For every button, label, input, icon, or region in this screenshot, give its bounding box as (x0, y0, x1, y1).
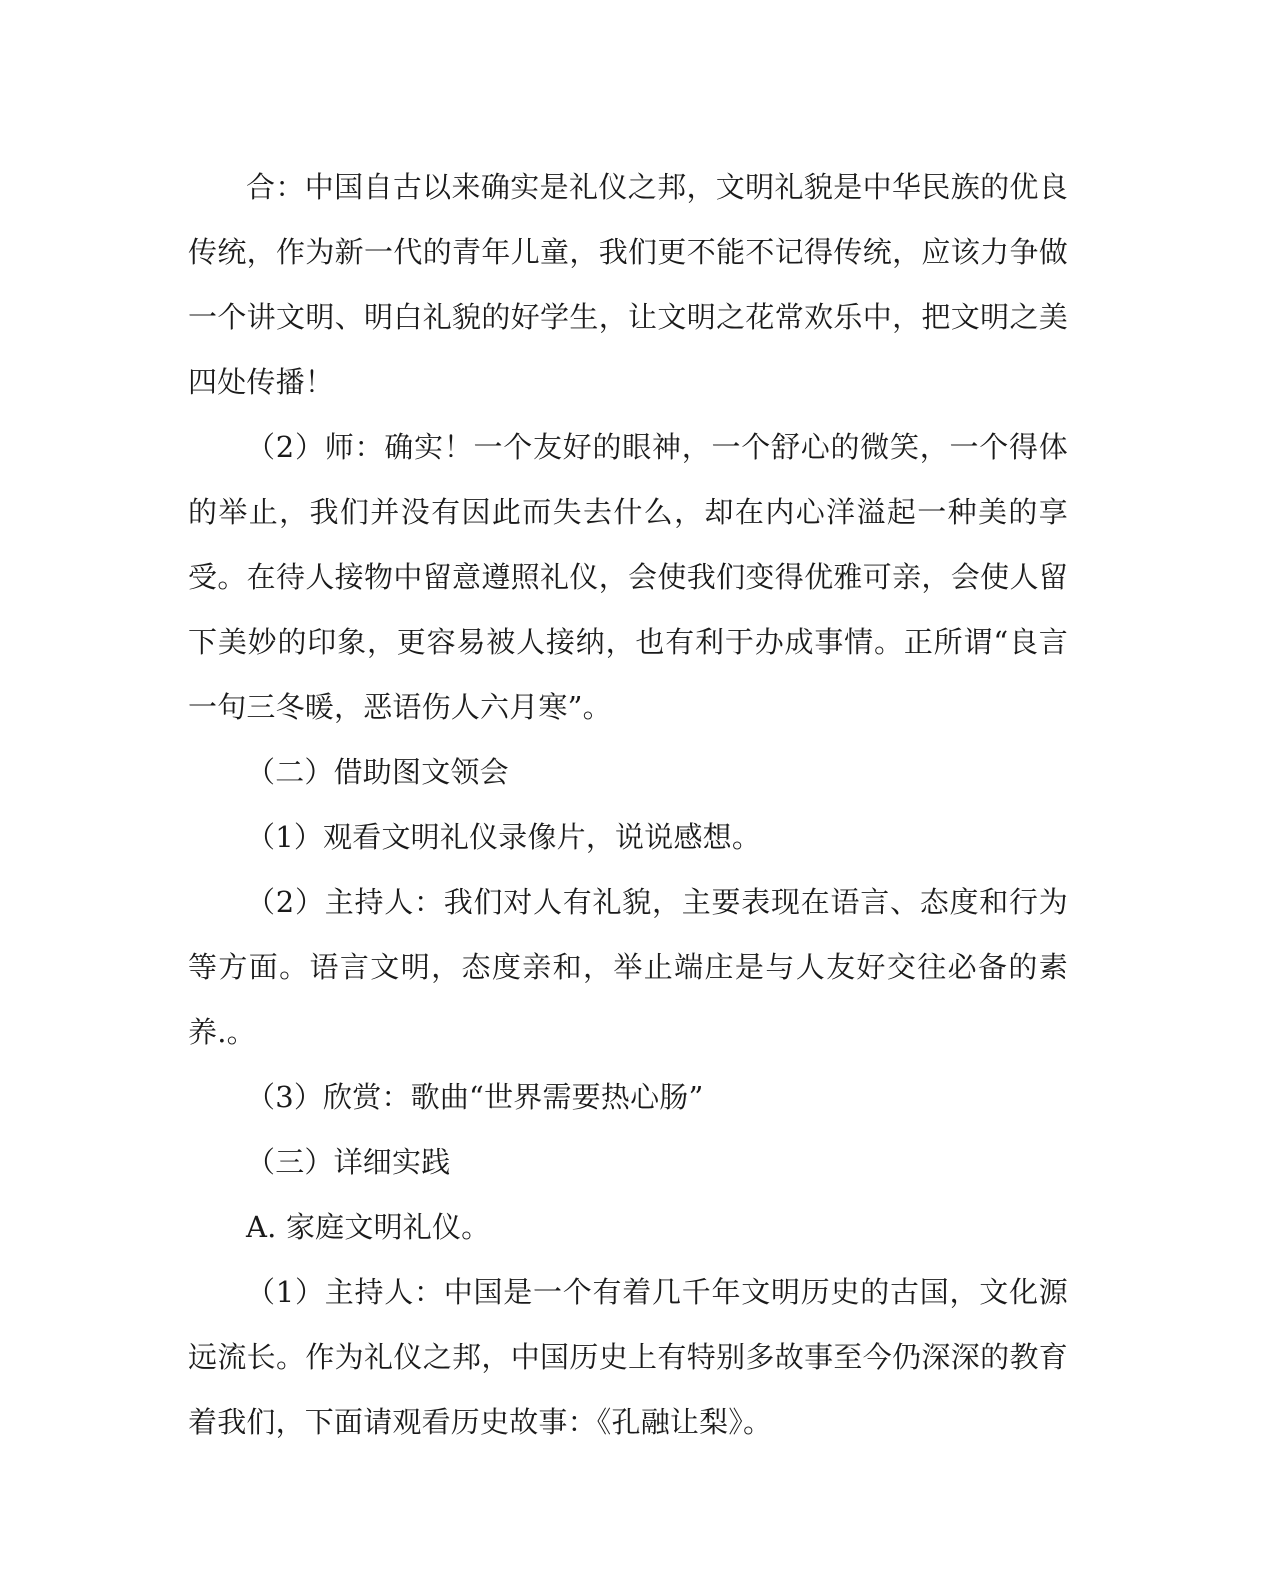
section-heading-three: （三）详细实践 (246, 1145, 451, 1179)
document-body (188, 155, 1068, 1455)
paragraph-host-history: （1）主持人：中国是一个有着几千年文明历史的古国，文化源远流长。作为礼仪之邦，中国历史上有特别多故事至今仍深深的教育着我们，下面请观看历史故事：《孔融让梨》。 (188, 1275, 1068, 1439)
paragraph-watch-video: （1）观看文明礼仪录像片，说说感想。 (246, 820, 762, 854)
paragraph-teacher-remark: （2）师：确实！一个友好的眼神，一个舒心的微笑，一个得体的举止，我们并没有因此而失去什么，却在内心洋溢起一种美的享受。在待人接物中留意遵照礼仪，会使我们变得优雅可亲，会使人留下美妙的印象，更容易被人接纳，也有利于办成事情。正所谓“良言一句三冬暖，恶语伤人六月寒”。 (188, 430, 1068, 724)
paragraph-song: （3）欣赏：歌曲“世界需要热心肠” (246, 1080, 704, 1114)
subsection-heading-family: A. 家庭文明礼仪。 (246, 1210, 491, 1244)
paragraph-conclusion: 合：中国自古以来确实是礼仪之邦，文明礼貌是中华民族的优良传统，作为新一代的青年儿童，我们更不能不记得传统，应该力争做一个讲文明、明白礼貌的好学生，让文明之花常欢乐中，把文明之美四处传播！ (188, 170, 1068, 399)
paragraph-host-manners: （2）主持人：我们对人有礼貌，主要表现在语言、态度和行为等方面。语言文明，态度亲和，举止端庄是与人友好交往必备的素养.。 (188, 885, 1068, 1049)
section-heading-two: （二）借助图文领会 (246, 755, 509, 789)
